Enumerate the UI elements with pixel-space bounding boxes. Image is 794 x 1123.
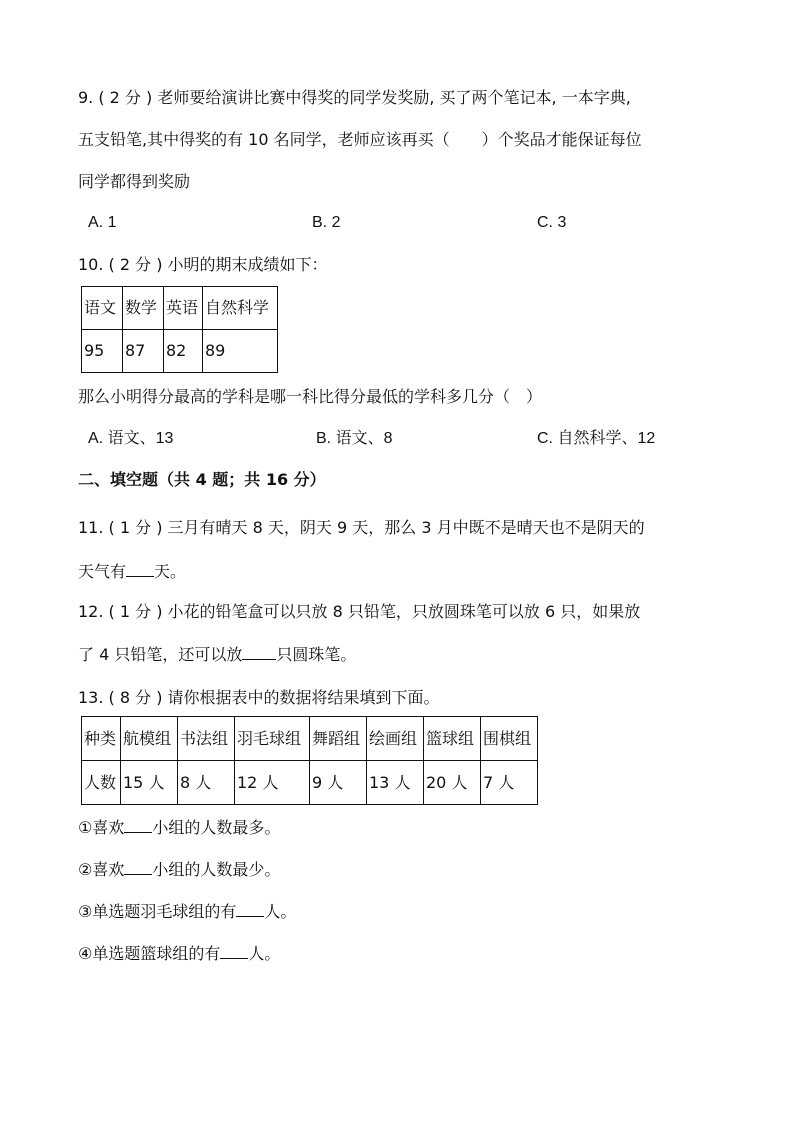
- section-heading: 二、填空题（共 4 题；共 16 分）: [78, 470, 326, 489]
- q13-category-cell: 羽毛球组: [235, 717, 310, 761]
- q10-header-cell: 数学: [123, 287, 164, 330]
- q11-text-before: 天气有: [78, 562, 127, 581]
- q10-line-1: 10. ( 2 分 ) 小明的期末成绩如下：: [78, 255, 328, 274]
- q11-answer-blank[interactable]: [126, 560, 154, 577]
- q13-category-cell: 航模组: [121, 717, 178, 761]
- q10-table-value-row: [82, 330, 278, 373]
- q13-answer-blank-1[interactable]: [124, 816, 152, 833]
- q9-option-b[interactable]: B. 2: [312, 214, 341, 231]
- q13-item-text-before: ③单选题羽毛球组的有: [78, 902, 237, 921]
- q12-text-after: 只圆珠笔。: [276, 645, 357, 664]
- q11-text-after: 天。: [154, 562, 187, 581]
- q10-header-cell: 语文: [82, 287, 123, 330]
- q13-table-count-row: [82, 761, 538, 805]
- q13-item-2: [78, 858, 280, 881]
- q13-count-cell: 8 人: [178, 761, 235, 805]
- q10-header-cell: 自然科学: [203, 287, 278, 330]
- q10-option-b[interactable]: B. 语文、8: [316, 430, 393, 447]
- q12-text-before: 了 4 只铅笔，还可以放: [78, 645, 243, 664]
- q13-category-cell: 篮球组: [424, 717, 481, 761]
- q11-line-1: 11. ( 1 分 ) 三月有晴天 8 天，阴天 9 天，那么 3 月中既不是晴天也不是阴天的: [78, 518, 645, 537]
- q13-item-text-after: 小组的人数最少。: [152, 860, 281, 879]
- q13-group-table: [81, 716, 538, 805]
- q13-item-text-after: 人。: [264, 902, 297, 921]
- q13-count-cell: 9 人: [310, 761, 367, 805]
- q10-value-cell: 89: [203, 330, 278, 373]
- q13-item-1: [78, 816, 280, 839]
- q10-option-a[interactable]: A. 语文、13: [88, 430, 174, 447]
- q10-option-c[interactable]: C. 自然科学、12: [537, 430, 656, 447]
- q10-score-table: [81, 286, 278, 373]
- q9-line-3: 同学都得到奖励: [78, 172, 191, 191]
- q9-line-2: 五支铅笔,其中得奖的有 10 名同学，老师应该再买（ ）个奖品才能保证每位: [78, 130, 642, 149]
- q10-header-cell: 英语: [164, 287, 203, 330]
- q13-answer-blank-4[interactable]: [220, 942, 248, 959]
- q13-item-text-before: ②喜欢: [78, 860, 125, 879]
- q12-answer-blank[interactable]: [242, 643, 276, 660]
- q13-category-cell: 舞蹈组: [310, 717, 367, 761]
- q13-answer-blank-2[interactable]: [124, 858, 152, 875]
- q13-count-cell: 13 人: [367, 761, 424, 805]
- q13-count-cell: 12 人: [235, 761, 310, 805]
- q12-line-2: [78, 643, 356, 666]
- q12-line-1: 12. ( 1 分 ) 小花的铅笔盒可以只放 8 只铅笔，只放圆珠笔可以放 6 只，如果放: [78, 602, 641, 621]
- q13-item-text-before: ④单选题篮球组的有: [78, 944, 221, 963]
- q13-count-cell: 15 人: [121, 761, 178, 805]
- q13-line-1: 13. ( 8 分 ) 请你根据表中的数据将结果填到下面。: [78, 688, 440, 707]
- q9-line-1: 9. ( 2 分 ) 老师要给演讲比赛中得奖的同学发奖励, 买了两个笔记本, 一本字典,: [78, 88, 631, 107]
- q10-table-header-row: [82, 287, 278, 330]
- q13-table-category-row: [82, 717, 538, 761]
- q13-category-cell: 绘画组: [367, 717, 424, 761]
- q13-answer-blank-3[interactable]: [236, 900, 264, 917]
- q11-line-2: [78, 560, 186, 583]
- q10-value-cell: 95: [82, 330, 123, 373]
- q10-question: 那么小明得分最高的学科是哪一科比得分最低的学科多几分（ ）: [78, 387, 543, 406]
- q13-item-3: [78, 900, 296, 923]
- q13-item-4: [78, 942, 280, 965]
- q13-item-text-after: 人。: [248, 944, 281, 963]
- q13-count-cell: 20 人: [424, 761, 481, 805]
- q13-count-cell: 人数: [82, 761, 121, 805]
- q9-option-c[interactable]: C. 3: [537, 214, 567, 231]
- q10-value-cell: 82: [164, 330, 203, 373]
- q9-option-a[interactable]: A. 1: [88, 214, 117, 231]
- q13-category-cell: 种类: [82, 717, 121, 761]
- q13-category-cell: 围棋组: [481, 717, 538, 761]
- q13-category-cell: 书法组: [178, 717, 235, 761]
- q13-count-cell: 7 人: [481, 761, 538, 805]
- q10-value-cell: 87: [123, 330, 164, 373]
- q13-item-text-before: ①喜欢: [78, 818, 125, 837]
- q13-item-text-after: 小组的人数最多。: [152, 818, 281, 837]
